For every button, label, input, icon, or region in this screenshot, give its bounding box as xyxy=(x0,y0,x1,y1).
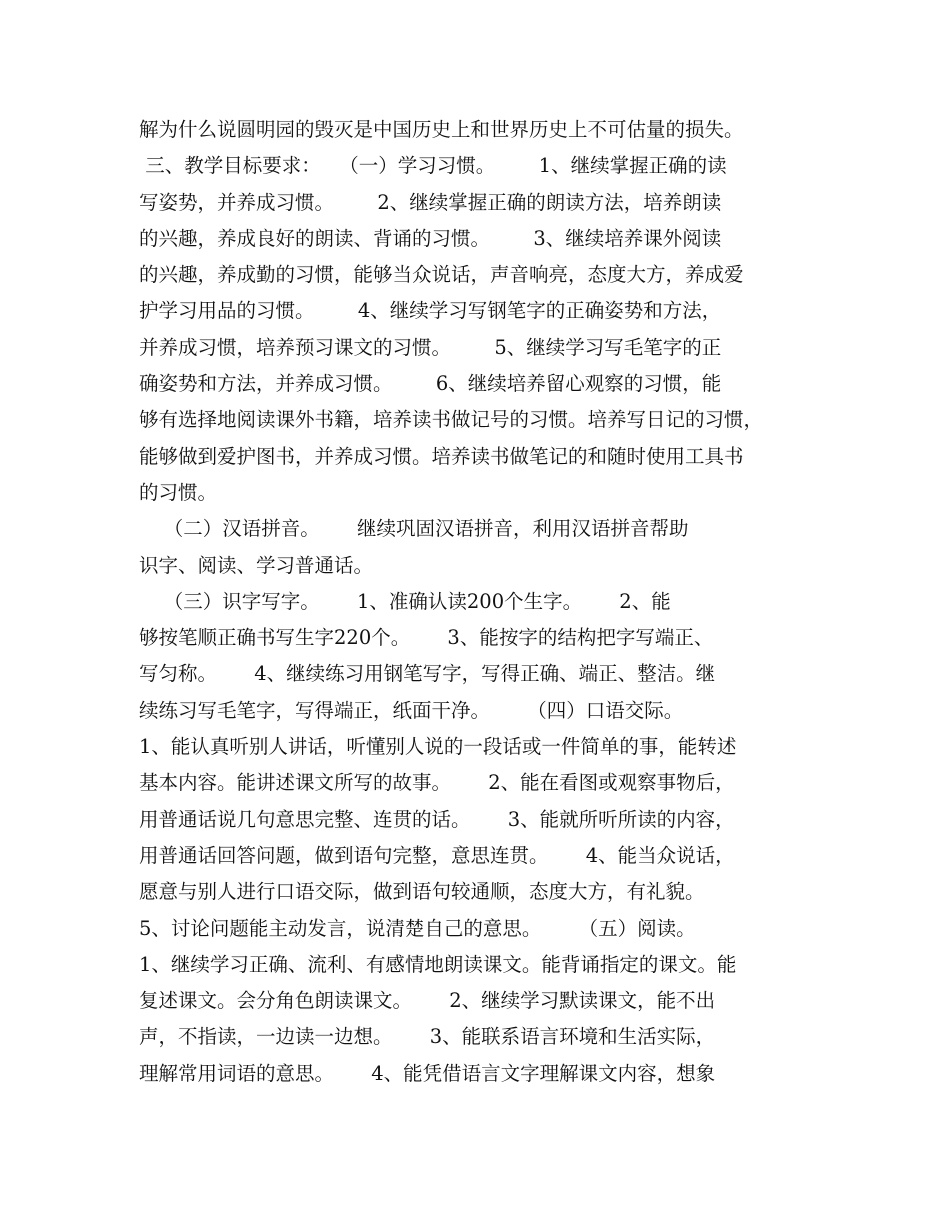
text-line: 护学习用品的习惯。 4、继续学习写钢笔字的正确姿势和方法， xyxy=(139,299,722,323)
text-line: 够有选择地阅读课外书籍，培养读书做记号的习惯。培养写日记的习惯， xyxy=(139,408,764,432)
text-line: 三、教学目标要求： （一）学习习惯。 1、继续掌握正确的读 xyxy=(139,154,727,178)
text-line: 的兴趣，养成勤的习惯，能够当众说话，声音响亮，态度大方，养成爱 xyxy=(139,263,744,287)
text-line: 并养成习惯，培养预习课文的习惯。 5、继续学习写毛笔字的正 xyxy=(139,335,722,359)
text-line: 5、讨论问题能主动发言，说清楚自己的意思。 （五）阅读。 xyxy=(139,916,696,940)
text-line: 用普通话说几句意思完整、连贯的话。 3、能就所听所读的内容， xyxy=(139,807,735,831)
text-line: 解为什么说圆明园的毁灭是中国历史上和世界历史上不可估量的损失。 xyxy=(139,118,744,141)
text-line: 1、能认真听别人讲话，听懂别人说的一段话或一件简单的事，能转述 xyxy=(139,735,737,759)
text-line: （二）汉语拼音。 继续巩固汉语拼音，利用汉语拼音帮助 xyxy=(139,517,689,541)
text-line: 1、继续学习正确、流利、有感情地朗读课文。能背诵指定的课文。能 xyxy=(139,952,737,976)
text-line: 识字、阅读、学习普通话。 xyxy=(139,553,374,577)
body-text xyxy=(139,112,829,1092)
text-line: 理解常用词语的意思。 4、能凭借语言文字理解课文内容，想象 xyxy=(139,1061,716,1085)
text-line: 确姿势和方法，并养成习惯。 6、继续培养留心观察的习惯，能 xyxy=(139,372,722,396)
text-line: 复述课文。会分角色朗读课文。 2、继续学习默读课文，能不出 xyxy=(139,989,716,1013)
text-line: 写匀称。 4、继续练习用钢笔写字，写得正确、端正、整洁。继 xyxy=(139,662,716,686)
text-line: 愿意与别人进行口语交际，做到语句较通顺，态度大方，有礼貌。 xyxy=(139,880,705,904)
text-line: 基本内容。能讲述课文所写的故事。 2、能在看图或观察事物后， xyxy=(139,771,735,795)
text-line: 够按笔顺正确书写生字220个。 3、能按字的结构把字写端正、 xyxy=(139,626,714,650)
text-line: 的习惯。 xyxy=(139,480,218,504)
text-line: 声，不指读，一边读一边想。 3、能联系语言环境和生活实际， xyxy=(139,1025,716,1049)
text-line: 用普通话回答问题，做到语句完整，意思连贯。 4、能当众说话， xyxy=(139,843,735,867)
text-line: 能够做到爱护图书，并养成习惯。培养读书做笔记的和随时使用工具书 xyxy=(139,444,744,468)
text-line: （三）识字写字。 1、准确认读200个生字。 2、能 xyxy=(139,589,671,613)
text-line: 写姿势，并养成习惯。 2、继续掌握正确的朗读方法，培养朗读 xyxy=(139,190,722,214)
text-line: 的兴趣，养成良好的朗读、背诵的习惯。 3、继续培养课外阅读 xyxy=(139,226,722,250)
text-line: 续练习写毛笔字，写得端正，纸面干净。 （四）口语交际。 xyxy=(139,698,684,722)
